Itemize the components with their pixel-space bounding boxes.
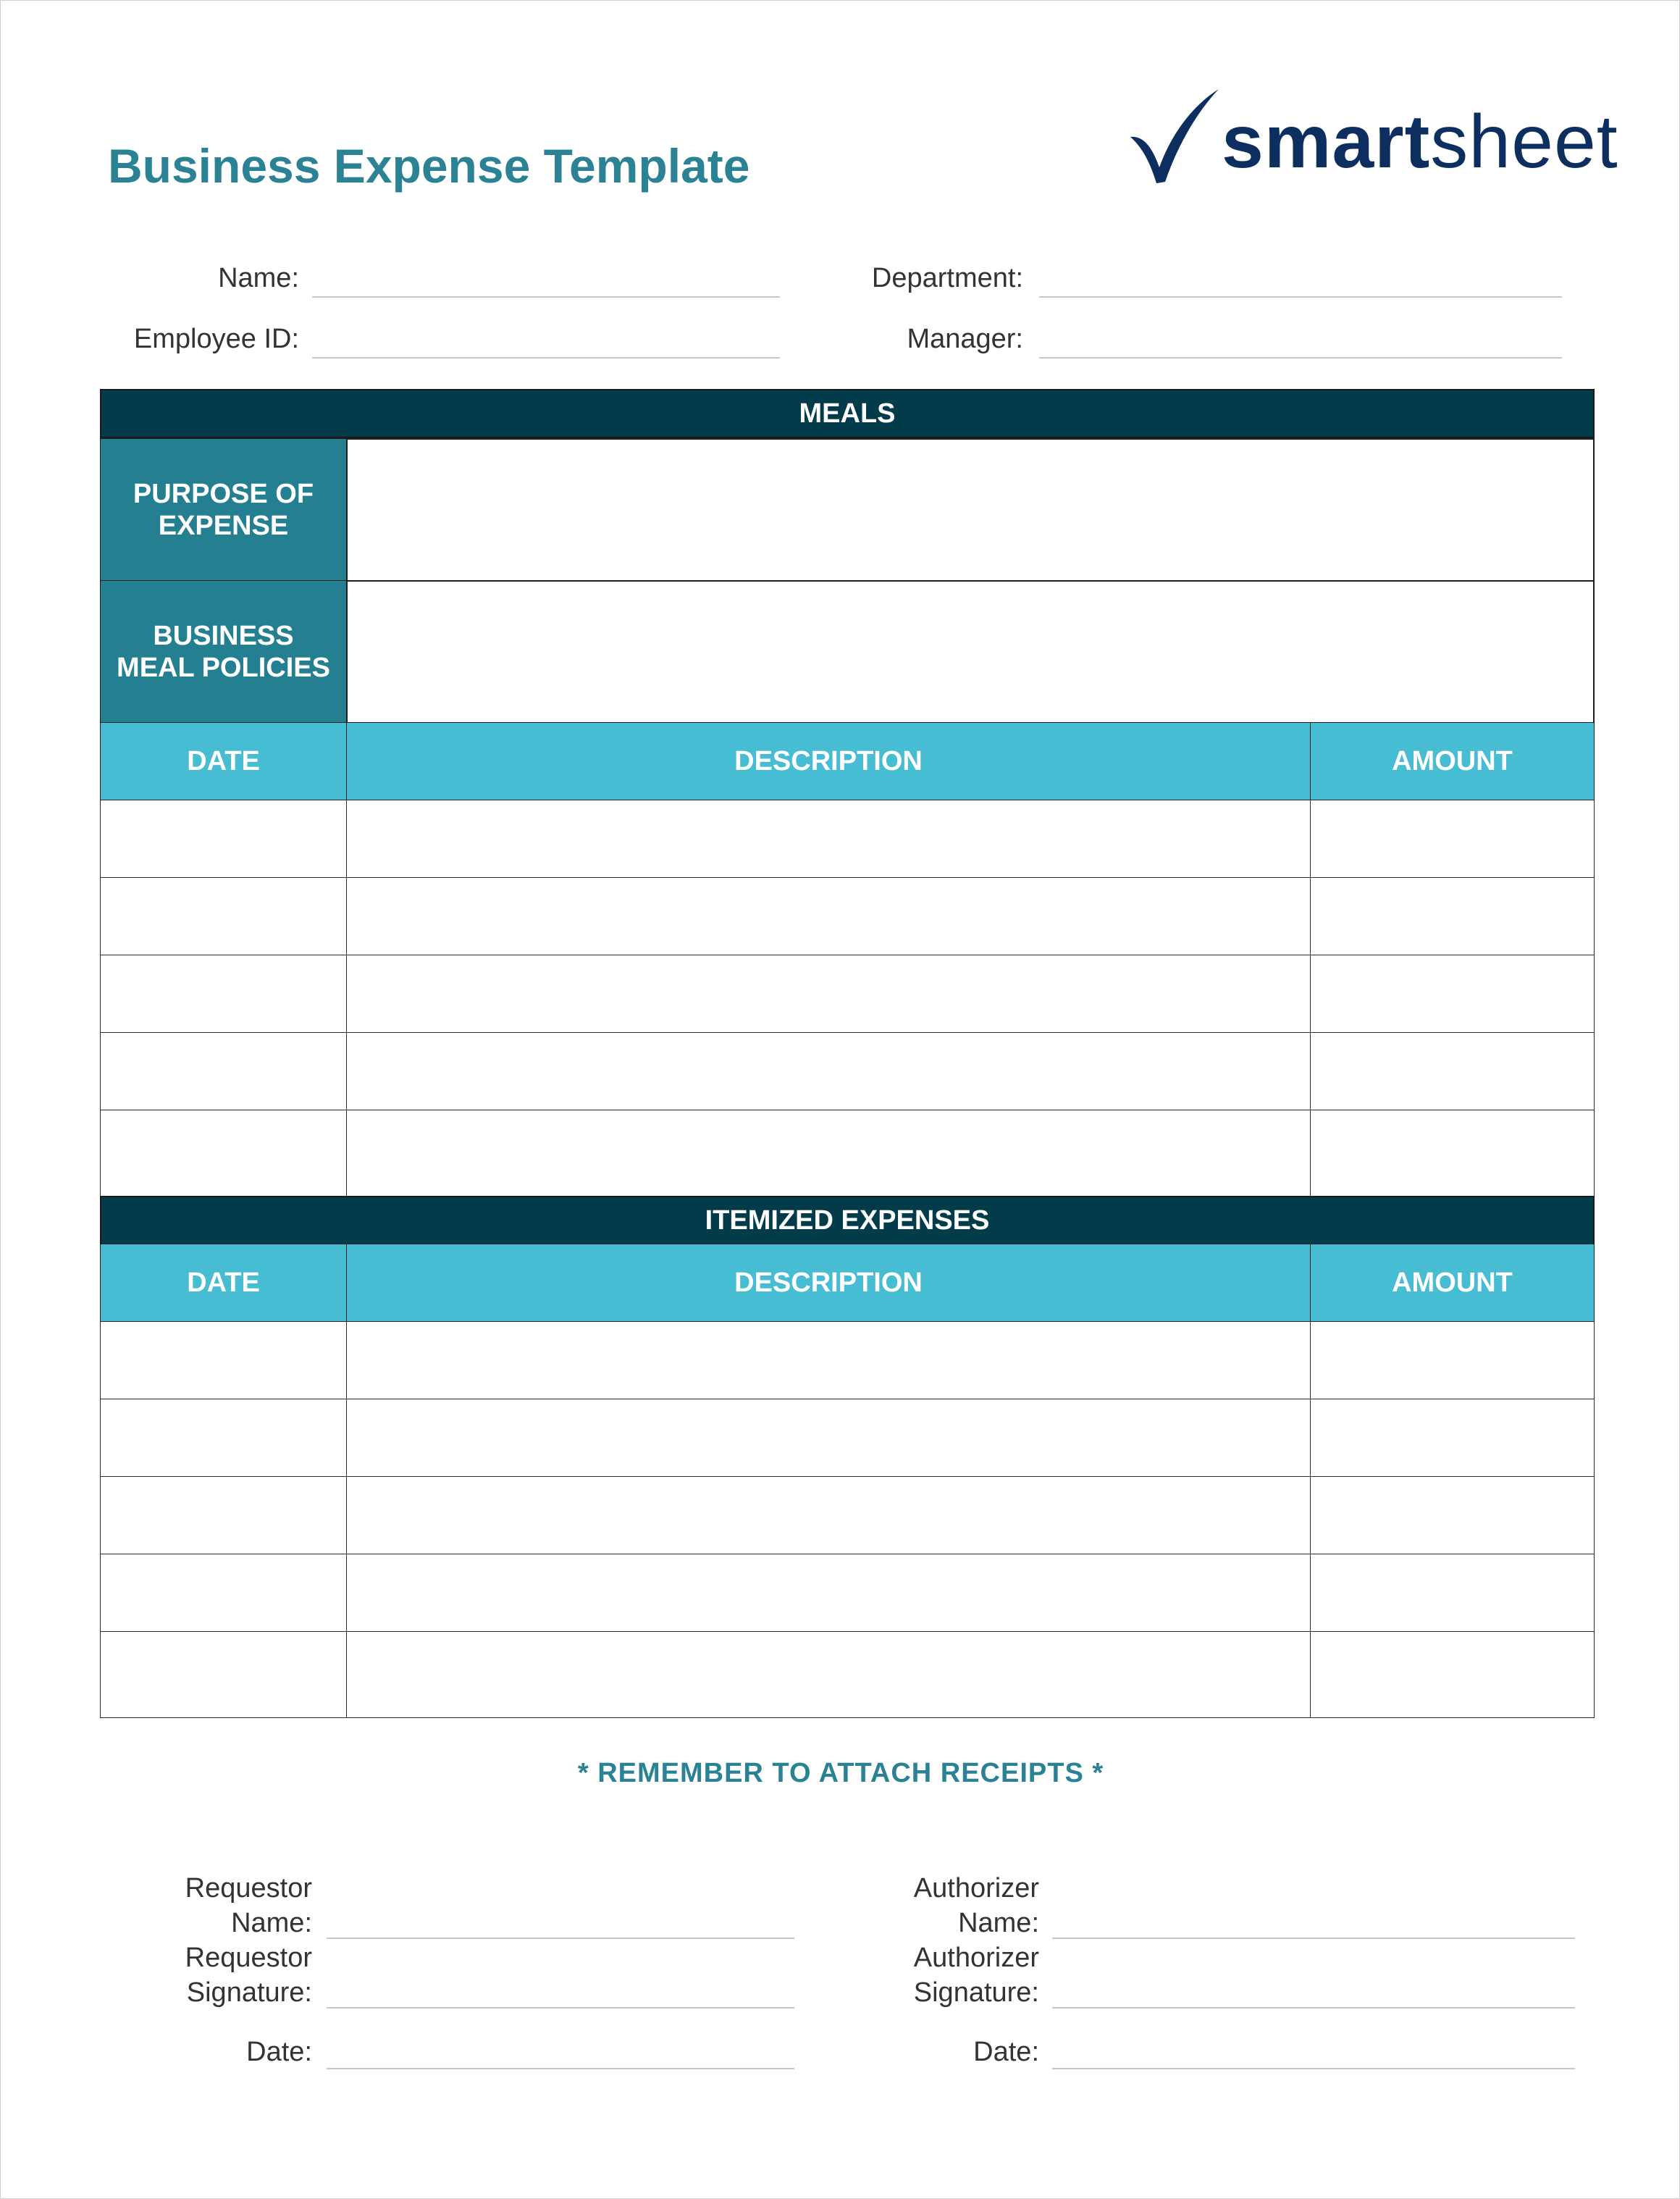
purpose-of-expense-field[interactable] — [346, 438, 1595, 582]
itemized-section-header: ITEMIZED EXPENSES — [100, 1196, 1595, 1245]
meals-date-column-header: DATE — [100, 722, 347, 800]
business-meal-policies-field[interactable] — [346, 580, 1595, 724]
smartsheet-logo — [1127, 86, 1634, 195]
meals-amount-column-header: AMOUNT — [1310, 722, 1595, 800]
itemized-row-description-cell[interactable] — [346, 1321, 1311, 1399]
meals-row-description-cell[interactable] — [346, 955, 1311, 1033]
authorizer-signature-field[interactable] — [1052, 2007, 1575, 2009]
checkmark-icon — [1127, 86, 1222, 186]
itemized-row-description-cell[interactable] — [346, 1554, 1311, 1632]
meals-row-description-cell[interactable] — [346, 1032, 1311, 1110]
itemized-row-date-cell[interactable] — [100, 1321, 347, 1399]
authorizer-date-label: Date: — [973, 2037, 1039, 2067]
itemized-row-amount-cell[interactable] — [1310, 1554, 1595, 1632]
meals-row-date-cell[interactable] — [100, 877, 347, 955]
itemized-row-date-cell[interactable] — [100, 1631, 347, 1718]
meals-row-description-cell[interactable] — [346, 1110, 1311, 1197]
requestor-date-label: Date: — [246, 2037, 312, 2067]
meals-row-amount-cell[interactable] — [1310, 1032, 1595, 1110]
itemized-row-amount-cell[interactable] — [1310, 1631, 1595, 1718]
meals-row-amount-cell[interactable] — [1310, 877, 1595, 955]
itemized-date-column-header: DATE — [100, 1244, 347, 1322]
authorizer-name-field[interactable] — [1052, 1938, 1575, 1939]
itemized-row-amount-cell[interactable] — [1310, 1399, 1595, 1477]
meals-row-amount-cell[interactable] — [1310, 800, 1595, 878]
employee-id-field[interactable] — [312, 357, 780, 359]
meals-row-date-cell[interactable] — [100, 1110, 347, 1197]
employee-id-label: Employee ID: — [133, 324, 299, 354]
name-field[interactable] — [312, 296, 780, 298]
authorizer-name-label: Authorizer Name: — [913, 1873, 1039, 1938]
meals-row-amount-cell[interactable] — [1310, 1110, 1595, 1197]
meals-section-header: MEALS — [100, 389, 1595, 438]
itemized-row-description-cell[interactable] — [346, 1476, 1311, 1554]
itemized-row-description-cell[interactable] — [346, 1399, 1311, 1477]
itemized-row-amount-cell[interactable] — [1310, 1321, 1595, 1399]
itemized-amount-column-header: AMOUNT — [1310, 1244, 1595, 1322]
meals-description-column-header: DESCRIPTION — [346, 722, 1311, 800]
requestor-name-field[interactable] — [327, 1938, 794, 1939]
itemized-row-date-cell[interactable] — [100, 1476, 347, 1554]
manager-field[interactable] — [1039, 357, 1562, 359]
authorizer-signature-label: Authorizer Signature: — [913, 1943, 1039, 2008]
requestor-signature-label: Requestor Signature: — [185, 1943, 312, 2008]
meals-row-date-cell[interactable] — [100, 800, 347, 878]
logo-wordmark: smartsheet — [1222, 100, 1618, 184]
itemized-row-date-cell[interactable] — [100, 1554, 347, 1632]
meals-row-amount-cell[interactable] — [1310, 955, 1595, 1033]
requestor-date-field[interactable] — [327, 2068, 794, 2069]
attach-receipts-reminder: * REMEMBER TO ATTACH RECEIPTS * — [577, 1758, 1104, 1788]
requestor-signature-field[interactable] — [327, 2007, 794, 2009]
meals-row-description-cell[interactable] — [346, 877, 1311, 955]
meals-row-description-cell[interactable] — [346, 800, 1311, 878]
name-label: Name: — [218, 263, 299, 293]
purpose-of-expense-label: PURPOSE OF EXPENSE — [100, 438, 347, 582]
itemized-row-amount-cell[interactable] — [1310, 1476, 1595, 1554]
department-field[interactable] — [1039, 296, 1562, 298]
meals-row-date-cell[interactable] — [100, 1032, 347, 1110]
itemized-description-column-header: DESCRIPTION — [346, 1244, 1311, 1322]
authorizer-date-field[interactable] — [1052, 2068, 1575, 2069]
itemized-row-description-cell[interactable] — [346, 1631, 1311, 1718]
itemized-row-date-cell[interactable] — [100, 1399, 347, 1477]
requestor-name-label: Requestor Name: — [185, 1873, 312, 1938]
manager-label: Manager: — [907, 324, 1023, 354]
department-label: Department: — [871, 263, 1023, 293]
page-title: Business Expense Template — [108, 139, 750, 193]
business-meal-policies-label: BUSINESS MEAL POLICIES — [100, 580, 347, 724]
meals-row-date-cell[interactable] — [100, 955, 347, 1033]
